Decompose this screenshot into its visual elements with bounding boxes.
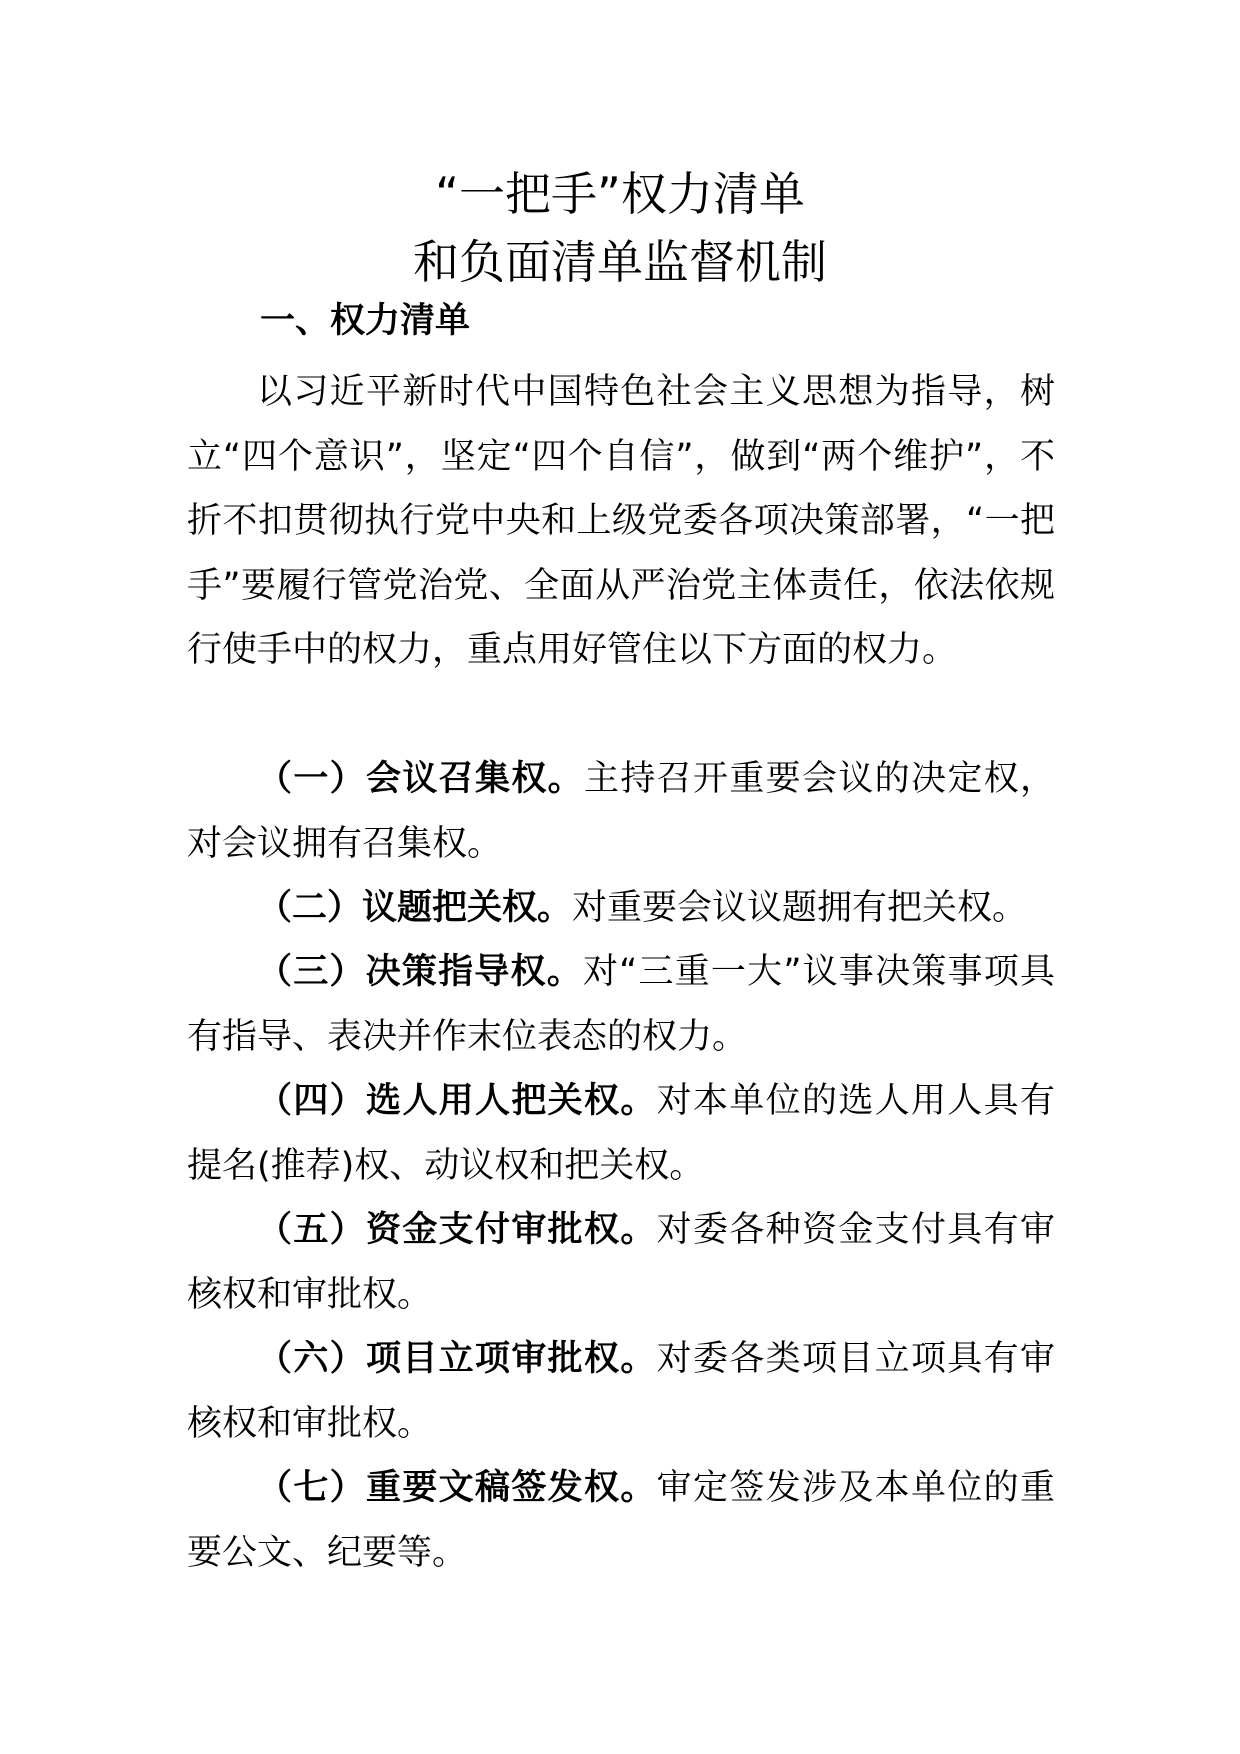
power-item-7 (187, 1456, 1055, 1585)
document-title-line-2: 和负面清单监督机制 (413, 235, 827, 289)
power-item-label: （七）重要文稿签发权。 (257, 1468, 657, 1508)
power-item-text: 对本单位的选人用人具有提名(推荐)权、动议权和把关权。 (187, 1081, 1055, 1186)
document-title-line-1: “一把手”权力清单 (435, 167, 805, 221)
power-item-1 (187, 747, 1055, 876)
power-item-text: 对“三重一大”议事决策事项具有指导、表决并作末位表态的权力。 (187, 952, 1055, 1057)
power-item-6 (187, 1327, 1055, 1456)
power-item-text: 主持召开重要会议的决定权，对会议拥有召集权。 (187, 759, 1055, 864)
power-item-label: （四）选人用人把关权。 (257, 1081, 657, 1121)
power-item-2 (187, 876, 1055, 941)
power-item-label: （六）项目立项审批权。 (257, 1339, 657, 1379)
power-item-label: （三）决策指导权。 (257, 952, 583, 992)
power-item-5 (187, 1198, 1055, 1327)
power-item-3 (187, 940, 1055, 1069)
power-item-label: （二）议题把关权。 (257, 888, 573, 928)
power-item-label: （五）资金支付审批权。 (257, 1210, 657, 1250)
power-item-text: 对重要会议议题拥有把关权。 (572, 888, 1028, 928)
intro-paragraph: 以习近平新时代中国特色社会主义思想为指导，树立“四个意识”，坚定“四个自信”，做到“两个维护”，不折不扣贯彻执行党中央和上级党委各项决策部署，“一把手”要履行管党治党、全面从严治党主体责任，依法依规行使手中的权力，重点用好管住以下方面的权力。 (187, 372, 1055, 670)
section-heading: 一、权力清单 (260, 301, 471, 341)
power-item-label: （一）会议召集权。 (257, 759, 584, 799)
power-item-text: 审定签发涉及本单位的重要公文、纪要等。 (187, 1468, 1055, 1573)
power-item-text: 对委各类项目立项具有审核权和审批权。 (187, 1339, 1055, 1444)
power-item-4 (187, 1069, 1055, 1198)
power-item-text: 对委各种资金支付具有审核权和审批权。 (187, 1210, 1055, 1315)
